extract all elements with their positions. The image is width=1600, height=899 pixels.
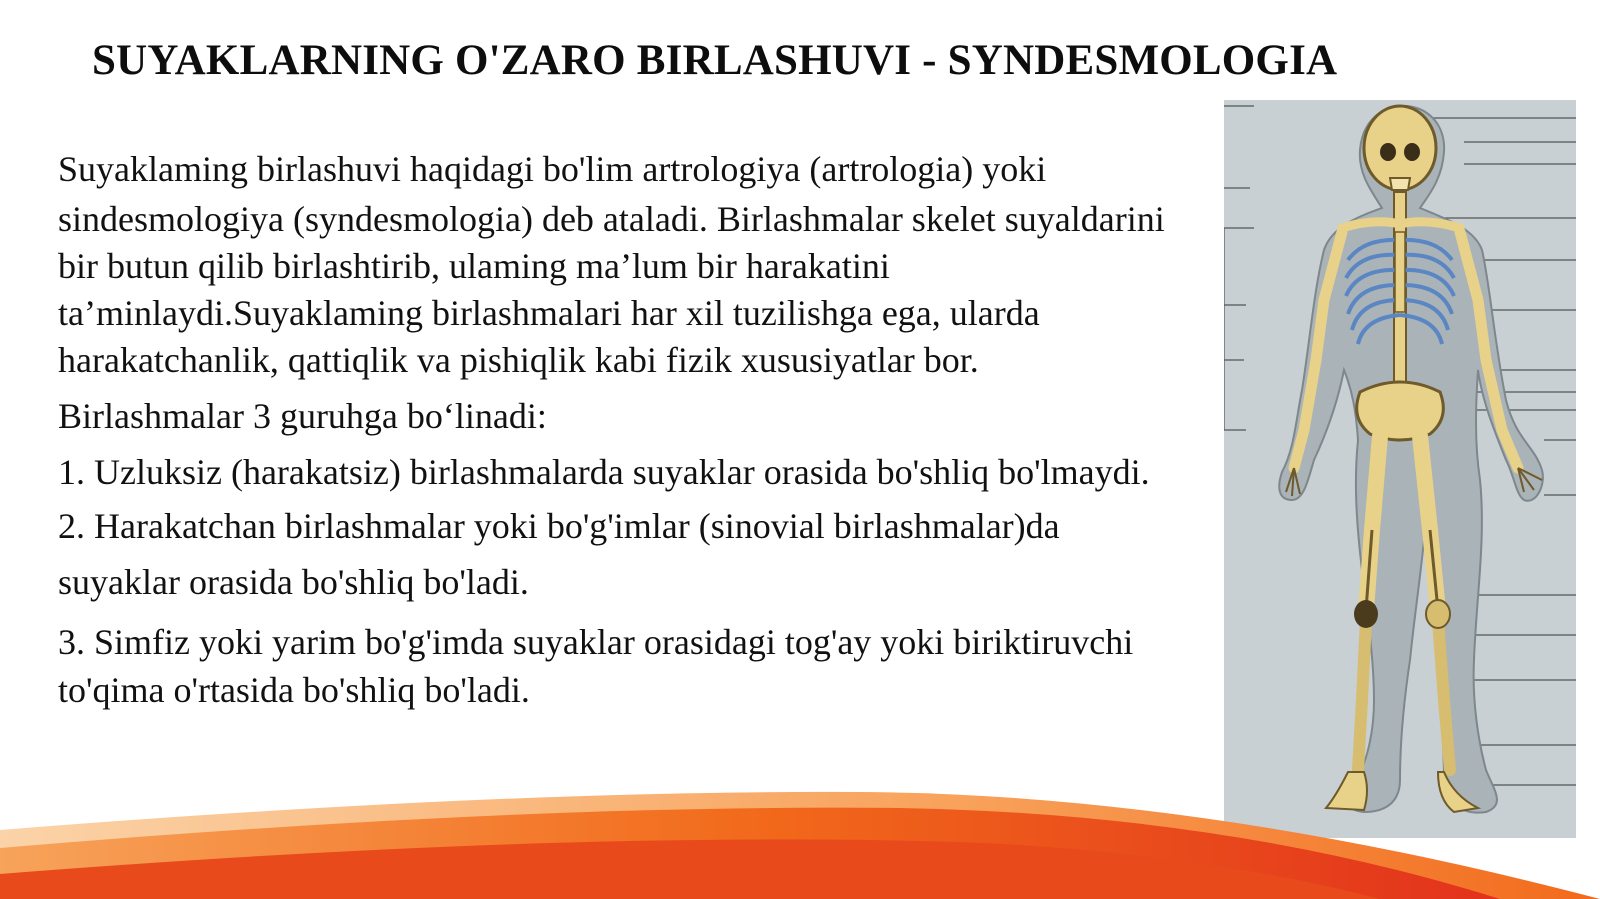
decorative-wave [0, 790, 1600, 899]
human-skeleton-illustration [1224, 100, 1576, 838]
groups-intro: Birlashmalar 3 guruhga bo‘linadi: [58, 396, 547, 436]
slide-title: SUYAKLARNING O'ZARO BIRLASHUVI - SYNDESMOLOGIA [92, 37, 1338, 84]
list-item-2: 2. Harakatchan birlashmalar yoki bo'g'imlar (sinovial birlashmalar)da suyaklar orasida bo'shliq bo'ladi. [58, 506, 1060, 602]
list-item-1: 1. Uzluksiz (harakatsiz) birlashmalarda suyaklar orasida bo'shliq bo'lmaydi. [58, 452, 1150, 492]
skeleton-figure [1224, 100, 1576, 838]
slide-body [58, 142, 1188, 714]
intro-line-2: sindesmologiya (syndesmologia) deb ataladi. Birlashmalar skelet suyaldarini bir butun qilib birlashtirib, ulaming ma’lum bir harakatini ta’minlaydi.Suyaklaming birlashmalari har xil tuzilishga ega, ularda harakatchanlik, qattiqlik va pishiqlik kabi fizik xususiyatlar bor. [58, 199, 1165, 380]
intro-paragraph [58, 142, 1188, 384]
list-item-3: 3. Simfiz yoki yarim bo'g'imda suyaklar orasidagi tog'ay yoki biriktiruvchi to'qima o'rtasida bo'shliq bo'ladi. [58, 622, 1134, 710]
intro-line-1: Suyaklaming birlashuvi haqidagi bo'lim artrologiya (artrologia) yoki [58, 149, 1047, 189]
